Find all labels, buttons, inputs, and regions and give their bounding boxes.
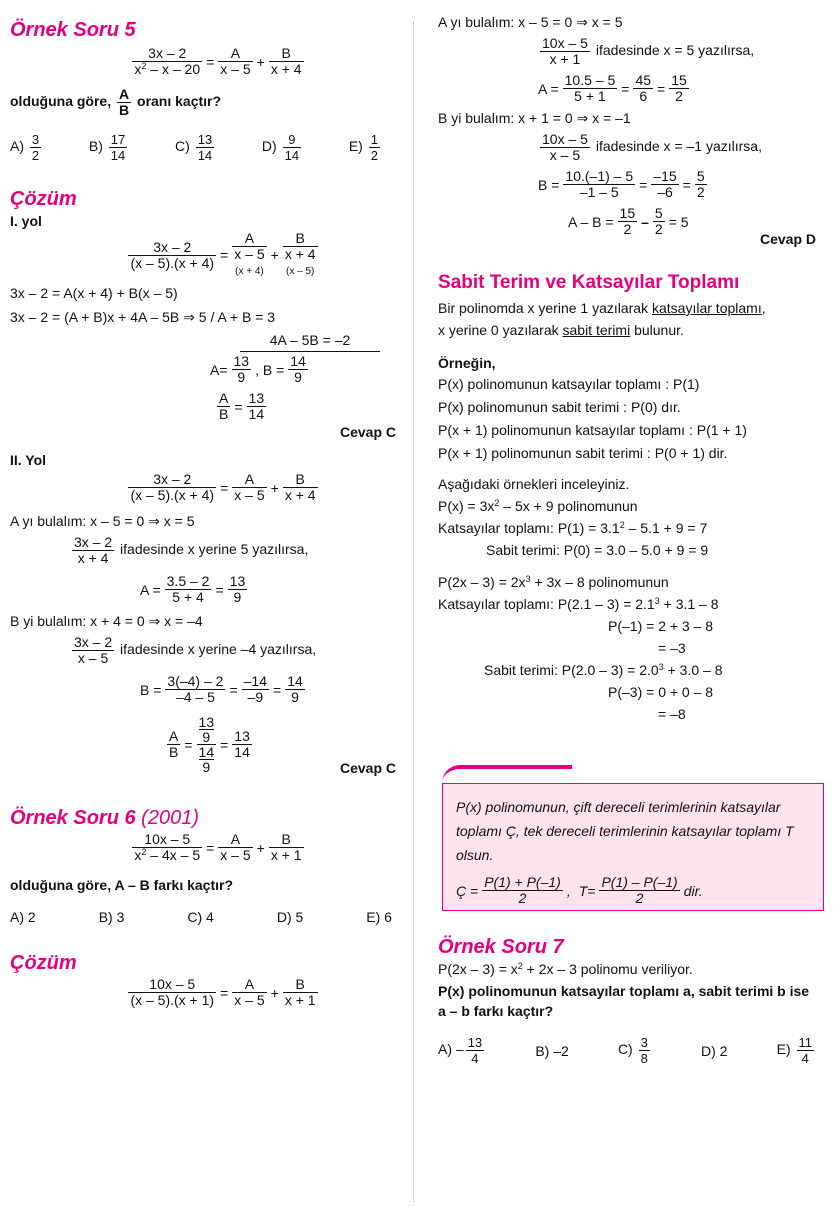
way-2-a-calc: A = $\frac{3.5 - 2}{5 + 4}$ = $\frac{13}{9}$ <box>140 573 246 605</box>
info-box <box>438 765 816 915</box>
sol6-a-find: A yı bulalım: x – 5 = 0 ⇒ x = 5 <box>438 14 623 30</box>
way-1-ratio: $\frac{A}{B}$ = $\frac{13}{14}$ <box>219 390 265 422</box>
way-1-line-2: 3x – 2 = (A + B)x + 4A – 5B ⇒ 5 / A + B = 3 <box>10 309 276 325</box>
example-5-options <box>10 132 396 163</box>
solution-6-title: Çözüm <box>10 952 77 974</box>
way-2-b-find: B yi bulalım: x + 4 = 0 ⇒ x = –4 <box>10 613 203 629</box>
option-c: C) $\frac{3}{8}$ <box>617 1035 648 1066</box>
solution-6-equation: $\frac{10x - 5}{(x - 5).(x + 1)}$ = $\frac{A}{x - 5}$ + $\frac{B}{x + 1}$ <box>130 976 316 1008</box>
example-7-question: P(x) polinomunun katsayılar toplamı a, sabit terimi b ise a – b farkı kaçtır? <box>438 983 810 1019</box>
example-5-title: Örnek Soru 5 <box>10 19 136 41</box>
option-a: A) – $\frac{13}{4}$ <box>438 1035 483 1066</box>
option-b: B) 3 <box>98 909 125 925</box>
option-c: C) $\frac{13}{14}$ <box>175 132 213 163</box>
rules-list <box>438 373 816 465</box>
way-2-answer: Cevap C <box>339 760 396 776</box>
way-1-equation: $\frac{3x - 2}{(x - 5).(x + 4)}$ = A x – 5 (x + 4) + B x + 4 (x – 5) <box>130 230 316 277</box>
sol6-answer: Cevap D <box>759 231 816 247</box>
option-d: D) $\frac{9}{14}$ <box>261 132 300 163</box>
sol6-a-expression: $\frac{10x - 5}{x + 1}$ ifadesinde x = 5 yazılırsa, <box>542 35 755 67</box>
example-6-title: Örnek Soru 6 (2001) <box>10 807 199 829</box>
sol6-diff: A – B = $\frac{15}{2}$ – $\frac{5}{2}$ = 5 <box>568 205 689 237</box>
ornegin-label: Örneğin, <box>438 355 496 371</box>
sol6-a-calc: A = $\frac{10.5 - 5}{5 + 1}$ = $\frac{45}{6}$ = $\frac{15}{2}$ <box>538 72 687 104</box>
rule-item: P(x + 1) polinomunun sabit terimi : P(0 + 1) dir. <box>438 445 728 461</box>
example-6-equation: $\frac{10x - 5}{x^2 - 4x - 5}$ = $\frac{A}{x - 5}$ + $\frac{B}{x + 1}$ <box>134 831 302 863</box>
example-7-options <box>438 1035 816 1066</box>
rule-item: P(x) polinomunun sabit terimi : P(0) dır. <box>438 399 681 415</box>
option-a: A) 2 <box>10 909 36 925</box>
example-6-options <box>10 909 396 925</box>
column-divider <box>413 22 414 1202</box>
option-a: A) $\frac{3}{2}$ <box>10 132 40 163</box>
section-intro: Bir polinomda x yerine 1 yazılarak katsayılar toplamı, x yerine 0 yazılarak sabit terimi bulunur. <box>438 300 766 338</box>
way-1-line-1: 3x – 2 = A(x + 4) + B(x – 5) <box>10 285 178 301</box>
option-b: B) –2 <box>535 1042 569 1059</box>
way-2-label: II. Yol <box>10 452 47 468</box>
sol6-b-expression: $\frac{10x - 5}{x - 5}$ ifadesinde x = –1 yazılırsa, <box>542 131 762 163</box>
right-column <box>430 0 830 1207</box>
rule-item: P(x) polinomunun katsayılar toplamı : P(1) <box>438 376 700 392</box>
example-7-given: $P(2x - 3) = x^2 + 2x - 3$ polinomu veriliyor. <box>438 961 693 977</box>
way-2-ratio: $\frac{A}{B}$ = 13 9 14 9 = $\frac{13}{14}$ <box>169 714 250 775</box>
solution-5-title: Çözüm <box>10 188 77 210</box>
example-5-equation: $\frac{3x - 2}{x^2 - x - 20}$ = $\frac{A}{x - 5}$ + $\frac{B}{x + 4}$ <box>134 45 302 77</box>
option-e: E) 6 <box>366 909 392 925</box>
sol6-b-find: B yi bulalım: x + 1 = 0 ⇒ x = –1 <box>438 110 631 126</box>
option-b: B) $\frac{17}{14}$ <box>88 132 126 163</box>
example-6-question: olduğuna göre, A – B farkı kaçtır? <box>10 877 234 893</box>
left-column <box>0 0 410 1207</box>
examples-block: Aşağıdaki örnekleri inceleyiniz. $P(x) = 3x^2 - 5x + 9$ polinomunun Katsayılar toplamı: $P(1) = 3.1^2 - 5.1 + 9 = 7$ Sabit terimi: P(0) = 3.0 – 5.0 + 9 = 9 $P(2x - 3) = 2x^3 + 3x - 8$ polinomunun Katsayılar toplamı: $P(2.1 - 3) = 2.1^3 + 3.1 - 8$ P(–1) = 2 + 3 – 8 = –3 Sabit terimi: $P(2.0 - 3) = 2.0^3 + 3.0 - 8$ P(–3) = 0 + 0 – 8 = –8 <box>438 476 723 722</box>
option-e: E) $\frac{1}{2}$ <box>348 132 378 163</box>
example-7-title: Örnek Soru 7 <box>438 936 564 958</box>
way-1-line-3: 4A – 5B = –2 <box>240 329 380 352</box>
info-box-text: P(x) polinomunun, çift dereceli terimlerinin katsayılar toplamı Ç, tek dereceli terimlerinin katsayılar toplamı T olsun. Ç = $\frac{P(1) + P(-1)}{2}$ , T= $\frac{P(1) - P(-1)}{2}$ dir. <box>456 799 794 906</box>
way-1-label: I. yol <box>10 213 42 229</box>
way-1-line-4: A= $\frac{13}{9}$ , B = $\frac{14}{9}$ <box>210 353 306 385</box>
example-5-question: olduğuna göre, $\frac{A}{B}$ oranı kaçtır? <box>10 86 222 118</box>
way-2-b-expression: $\frac{3x - 2}{x - 5}$ ifadesinde x yerine –4 yazılırsa, <box>74 634 317 666</box>
section-title: Sabit Terim ve Katsayılar Toplamı <box>438 272 740 293</box>
option-e: E) $\frac{11}{4}$ <box>776 1035 812 1066</box>
info-box-tab <box>442 765 572 785</box>
way-2-a-find: A yı bulalım: x – 5 = 0 ⇒ x = 5 <box>10 513 195 529</box>
option-d: D) 2 <box>701 1042 728 1059</box>
way-2-equation: $\frac{3x - 2}{(x - 5).(x + 4)}$ = $\frac{A}{x - 5}$ + $\frac{B}{x + 4}$ <box>130 471 316 503</box>
way-2-b-calc: B = $\frac{3(-4) - 2}{-4 - 5}$ = $\frac{-14}{-9}$ = $\frac{14}{9}$ <box>140 673 303 705</box>
option-d: D) 5 <box>276 909 304 925</box>
option-c: C) 4 <box>187 909 214 925</box>
way-2-a-expression: $\frac{3x - 2}{x + 4}$ ifadesinde x yerine 5 yazılırsa, <box>74 534 309 566</box>
sol6-b-calc: B = $\frac{10.(-1) - 5}{-1 - 5}$ = $\frac{-15}{-6}$ = $\frac{5}{2}$ <box>538 168 705 200</box>
way-1-answer: Cevap C <box>339 424 396 440</box>
rule-item: P(x + 1) polinomunun katsayılar toplamı : P(1 + 1) <box>438 422 747 438</box>
